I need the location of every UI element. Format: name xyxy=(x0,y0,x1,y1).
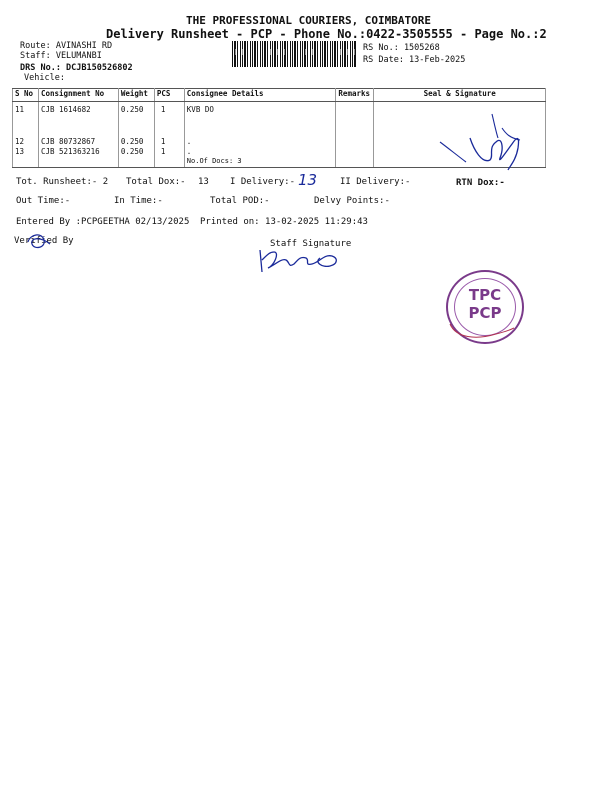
cell-weight: 0.250 xyxy=(118,137,154,147)
rtn-dox-label: RTN Dox:- xyxy=(456,178,505,188)
printed-on: Printed on: 13-02-2025 11:29:43 xyxy=(200,217,368,227)
col-sno: S No xyxy=(13,89,39,102)
staff-signature-label: Staff Signature xyxy=(270,239,352,249)
blank-cell xyxy=(336,157,374,168)
cell-sno: 11 xyxy=(13,102,39,116)
total-dox-value: 13 xyxy=(198,177,209,187)
cell-weight: 0.250 xyxy=(118,102,154,116)
cell-pcs: 1 xyxy=(154,147,184,157)
spacer-cell xyxy=(154,115,184,137)
col-pcs: PCS xyxy=(154,89,184,102)
cell-remarks xyxy=(336,147,374,157)
spacer-cell xyxy=(13,115,39,137)
cell-details: . xyxy=(184,147,336,157)
table-header-row xyxy=(13,89,546,102)
spacer-cell xyxy=(118,115,154,137)
verified-by-label: Verified By xyxy=(14,236,74,246)
cell-sno: 12 xyxy=(13,137,39,147)
cell-details: . xyxy=(184,137,336,147)
docs-count: No.Of Docs: 3 xyxy=(184,157,336,168)
col-seal: Seal & Signature xyxy=(374,89,546,102)
cell-remarks xyxy=(336,137,374,147)
col-consignee: Consignee Details xyxy=(184,89,336,102)
cell-consignment: CJB 521363216 xyxy=(38,147,118,157)
drs-number: DRS No.: DCJB150526802 xyxy=(20,63,133,73)
barcode xyxy=(232,41,356,67)
staff-label: Staff: VELUMANBI xyxy=(20,51,102,61)
stamp-line-2: PCP xyxy=(468,304,502,322)
runsheet-subtitle: Delivery Runsheet - PCP - Phone No.:0422-3505555 - Page No.:2 xyxy=(106,27,547,41)
cell-remarks xyxy=(336,102,374,116)
route-label: Route: AVINASHI RD xyxy=(20,41,113,51)
blank-cell xyxy=(38,157,118,168)
cell-weight: 0.250 xyxy=(118,147,154,157)
ii-delivery-label: II Delivery:- xyxy=(340,177,411,187)
stamp-line-1: TPC xyxy=(468,286,502,304)
spacer-cell xyxy=(38,115,118,137)
spacer-cell xyxy=(336,115,374,137)
recipient-signature xyxy=(430,108,530,178)
company-title: THE PROFESSIONAL COURIERS, COIMBATORE xyxy=(186,14,432,27)
col-consignment: Consignment No xyxy=(38,89,118,102)
col-weight: Weight xyxy=(118,89,154,102)
i-delivery-label: I Delivery:- xyxy=(230,177,296,187)
entered-by: Entered By :PCPGEETHA 02/13/2025 xyxy=(16,217,190,227)
spacer-cell xyxy=(184,115,336,137)
total-pod-label: Total POD:- xyxy=(210,196,270,206)
blank-cell xyxy=(118,157,154,168)
cell-consignment: CJB 80732867 xyxy=(38,137,118,147)
delvy-points-label: Delvy Points:- xyxy=(314,196,390,206)
col-remarks: Remarks xyxy=(336,89,374,102)
blank-cell xyxy=(154,157,184,168)
verified-by-scribble xyxy=(24,230,54,252)
out-time-label: Out Time:- xyxy=(16,196,71,206)
cell-consignment: CJB 1614682 xyxy=(38,102,118,116)
i-delivery-handwritten: 13 xyxy=(298,171,318,189)
stamp-signature-stroke xyxy=(446,320,516,344)
total-dox-label: Total Dox:- xyxy=(126,177,186,187)
in-time-label: In Time:- xyxy=(114,196,163,206)
cell-pcs: 1 xyxy=(154,137,184,147)
cell-pcs: 1 xyxy=(154,102,184,116)
rs-number: RS No.: 1505268 xyxy=(363,43,440,53)
blank-cell xyxy=(13,157,39,168)
cell-details: KVB DO xyxy=(184,102,336,116)
rs-date: RS Date: 13-Feb-2025 xyxy=(363,55,466,65)
vehicle-label: Vehicle: xyxy=(24,73,65,83)
cell-sno: 13 xyxy=(13,147,39,157)
staff-signature xyxy=(254,246,346,276)
tot-runsheet: Tot. Runsheet:- 2 xyxy=(16,177,109,187)
